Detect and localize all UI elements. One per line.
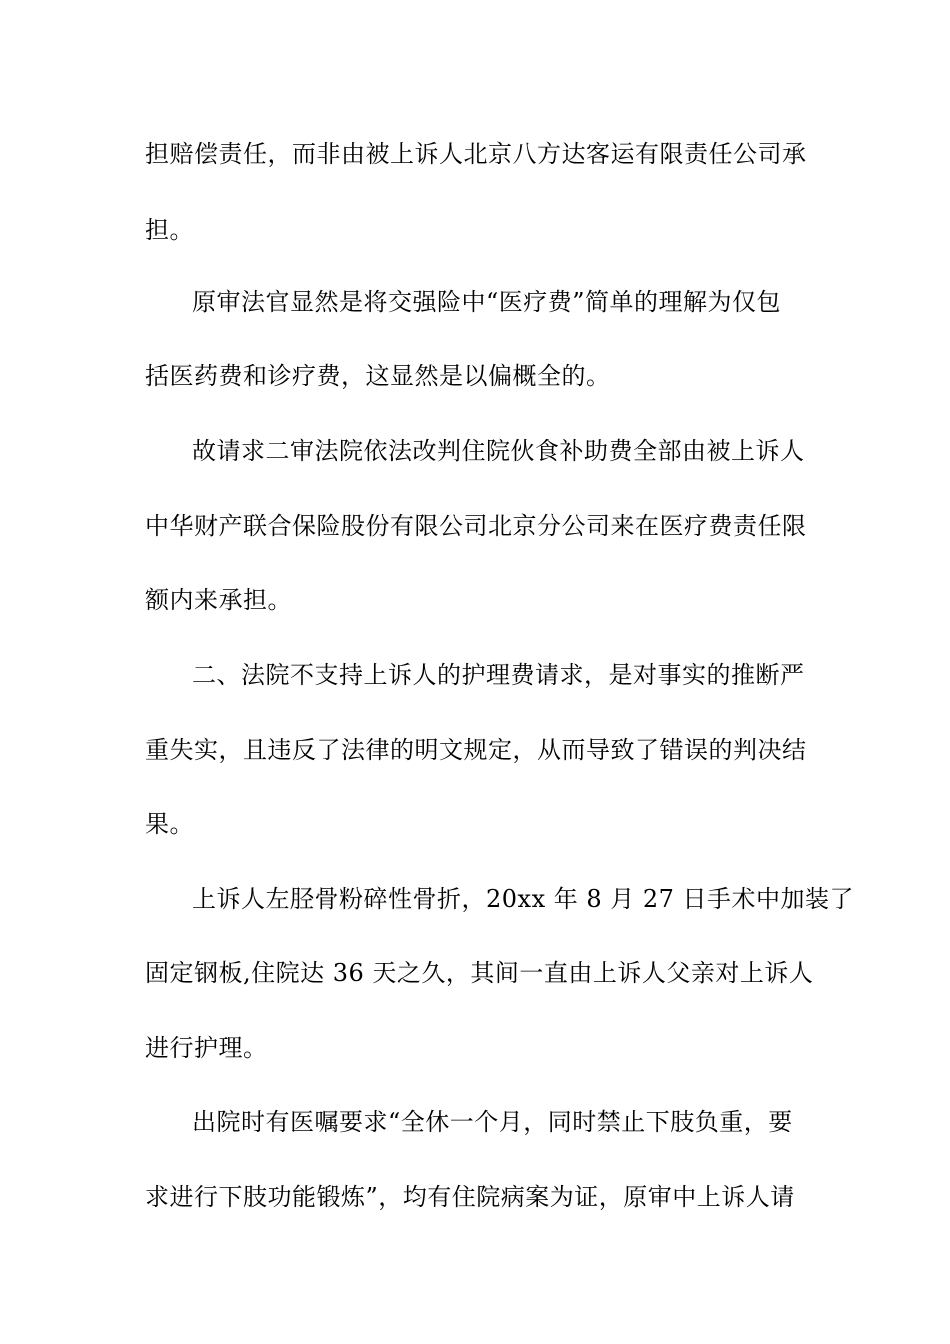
- text-line: [0, 356, 950, 396]
- text-line: [0, 804, 950, 844]
- text-line: [0, 1177, 950, 1217]
- paragraph-text: 括医药费和诊疗费，这显然是以偏概全的。: [145, 362, 611, 390]
- text-line: [0, 730, 950, 770]
- text-line: [0, 431, 950, 471]
- paragraph-text: 果。: [145, 810, 194, 838]
- paragraph-text: 重失实，且违反了法律的明文规定，从而导致了错误的判决结: [145, 736, 807, 764]
- paragraph-text: 进行护理。: [145, 1034, 268, 1062]
- paragraph-text: 原审法官显然是将交强险中“医疗费”简单的理解为仅包: [192, 288, 782, 316]
- text-line: [0, 1102, 950, 1142]
- text-line: [0, 210, 950, 250]
- paragraph-text: 中华财产联合保险股份有限公司北京分公司来在医疗费责任限: [145, 512, 807, 540]
- text-line: [0, 580, 950, 620]
- text-line: [0, 1028, 950, 1068]
- text-line: [0, 953, 950, 993]
- paragraph-text: 故请求二审法院依法改判住院伙食补助费全部由被上诉人: [192, 437, 805, 465]
- paragraph-text: 上诉人左胫骨粉碎性骨折，20xx 年 8 月 27 日手术中加装了: [192, 885, 855, 913]
- text-line: [0, 506, 950, 546]
- paragraph-text: 固定钢板,住院达 36 天之久，其间一直由上诉人父亲对上诉人: [145, 959, 814, 987]
- text-line: [0, 655, 950, 695]
- text-line: [0, 879, 950, 919]
- paragraph-text: 求进行下肢功能锻炼”，均有住院病案为证，原审中上诉人请: [145, 1183, 795, 1211]
- paragraph-text: 出院时有医嘱要求“全休一个月，同时禁止下肢负重，要: [192, 1108, 793, 1136]
- paragraph-text: 二、法院不支持上诉人的护理费请求，是对事实的推断严: [192, 661, 805, 689]
- text-line: [0, 282, 950, 322]
- paragraph-text: 担赔偿责任，而非由被上诉人北京八方达客运有限责任公司承: [145, 140, 807, 168]
- paragraph-text: 担。: [145, 216, 194, 244]
- paragraph-text: 额内来承担。: [145, 586, 292, 614]
- text-line: [0, 134, 950, 174]
